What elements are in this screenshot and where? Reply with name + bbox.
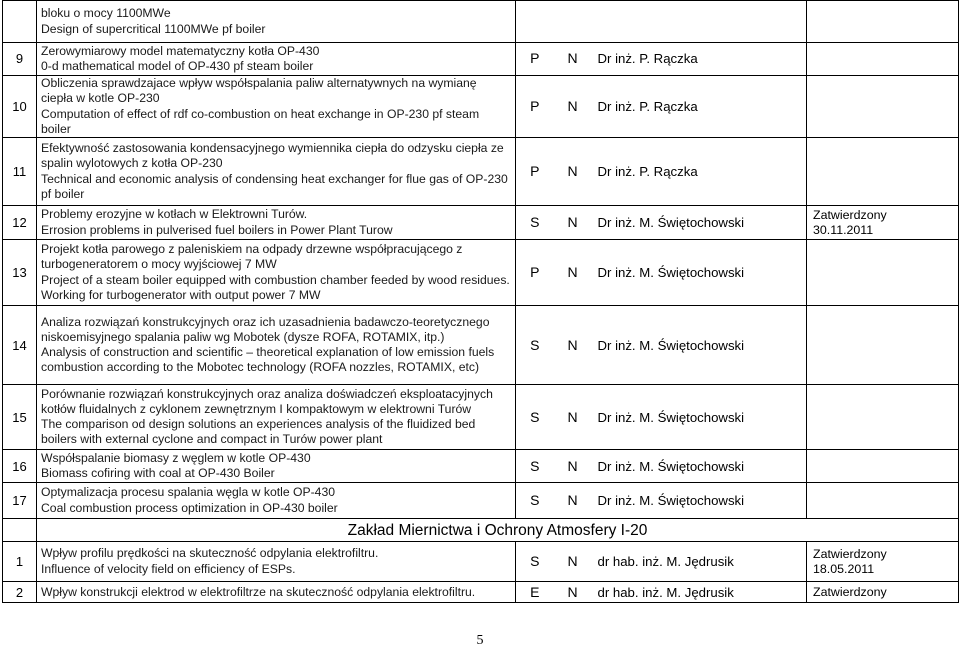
status-label: Zatwierdzony	[813, 207, 887, 222]
table-row	[3, 542, 959, 582]
row-number: 13	[3, 240, 37, 306]
supervisor: Dr inż. M. Świętochowski	[592, 240, 807, 306]
topic-title-english: Coal combustion process optimization in OP-430 boiler	[41, 500, 338, 515]
row-number: 9	[3, 43, 37, 76]
section-title: Zakład Miernictwa i Ochrony Atmosfery I-20	[37, 519, 959, 542]
approval-status	[807, 306, 959, 385]
thesis-type: S	[516, 206, 554, 240]
approval-status	[807, 582, 959, 603]
row-number: 1	[3, 542, 37, 582]
table-row	[3, 1, 959, 43]
thesis-type: S	[516, 542, 554, 582]
topic-title-polish: Obliczenia sprawdzajace wpływ współspalania paliw alternatywnych na wymianę ciepła w kotle OP-230	[41, 76, 477, 106]
section-row	[3, 519, 959, 542]
study-mode: N	[554, 450, 592, 483]
approval-status	[807, 542, 959, 582]
topic-title-polish: Wpływ profilu prędkości na skuteczność odpylania elektrofiltru.	[41, 546, 379, 561]
topic-title-polish: Efektywność zastosowania kondensacyjnego wymiennika ciepła do odzysku ciepła ze spalin wylotowych z kotła OP-230	[41, 141, 504, 171]
thesis-type: P	[516, 138, 554, 206]
study-mode	[554, 1, 592, 43]
supervisor: Dr inż. P. Rączka	[592, 76, 807, 138]
study-mode: N	[554, 206, 592, 240]
topic-title-polish: bloku o mocy 1100MWe	[41, 6, 171, 21]
topic-title-english: Errosion problems in pulverised fuel boilers in Power Plant Turow	[41, 222, 393, 237]
thesis-type: S	[516, 306, 554, 385]
study-mode: N	[554, 43, 592, 76]
approval-status	[807, 76, 959, 138]
study-mode: N	[554, 483, 592, 519]
topic-title-polish: Zerowymiarowy model matematyczny kotła OP-430	[41, 43, 320, 58]
topic-title-cell	[37, 76, 516, 138]
row-number: 16	[3, 450, 37, 483]
supervisor	[592, 1, 807, 43]
supervisor: Dr inż. M. Świętochowski	[592, 385, 807, 450]
topic-title-polish: Problemy erozyjne w kotłach w Elektrowni Turów.	[41, 207, 308, 222]
approval-status	[807, 138, 959, 206]
topic-title-english: Influence of velocity field on efficiency of ESPs.	[41, 561, 296, 576]
topic-title-polish: Wpływ konstrukcji elektrod w elektrofiltrze na skuteczność odpylania elektrofiltru.	[41, 584, 476, 599]
study-mode: N	[554, 582, 592, 603]
topic-title-cell	[37, 240, 516, 306]
thesis-type: P	[516, 43, 554, 76]
topic-title-cell	[37, 138, 516, 206]
topic-title-cell	[37, 306, 516, 385]
status-date: 30.11.2011	[813, 222, 874, 237]
thesis-type: E	[516, 582, 554, 603]
study-mode: N	[554, 306, 592, 385]
thesis-type: P	[516, 76, 554, 138]
table-row	[3, 138, 959, 206]
table-row	[3, 582, 959, 603]
row-number	[3, 1, 37, 43]
row-number: 14	[3, 306, 37, 385]
study-mode: N	[554, 138, 592, 206]
supervisor: Dr inż. M. Świętochowski	[592, 483, 807, 519]
study-mode: N	[554, 385, 592, 450]
row-number: 12	[3, 206, 37, 240]
table-row	[3, 43, 959, 76]
topic-title-polish: Optymalizacja procesu spalania węgla w kotle OP-430	[41, 485, 335, 500]
approval-status	[807, 385, 959, 450]
row-number: 15	[3, 385, 37, 450]
table-row	[3, 483, 959, 519]
topic-title-polish: Analiza rozwiązań konstrukcyjnych oraz ich uzasadnienia badawczo-teoretycznego niskoemisyjnego spalania paliw wg Mobotek (dysze ROFA, ROTAMIX, itp.)	[41, 314, 490, 344]
thesis-topics-table	[2, 0, 959, 603]
table-body	[3, 1, 959, 603]
approval-status	[807, 1, 959, 43]
row-number: 2	[3, 582, 37, 603]
approval-status	[807, 240, 959, 306]
table-row	[3, 385, 959, 450]
table-row	[3, 76, 959, 138]
topic-title-english: Computation of effect of rdf co-combustion on heat exchange in OP-230 pf steam boiler	[41, 106, 480, 136]
row-number: 17	[3, 483, 37, 519]
topic-title-cell	[37, 542, 516, 582]
study-mode: N	[554, 240, 592, 306]
table-row	[3, 206, 959, 240]
topic-title-english: 0-d mathematical model of OP-430 pf steam boiler	[41, 59, 314, 73]
thesis-type: S	[516, 450, 554, 483]
thesis-type: S	[516, 385, 554, 450]
topic-title-cell	[37, 206, 516, 240]
topic-title-english: Technical and economic analysis of condensing heat exchanger for flue gas of OP-230 pf boiler	[41, 171, 508, 201]
supervisor: Dr inż. P. Rączka	[592, 43, 807, 76]
topic-title-english: The comparison od design solutions an experiences analysis of the fluidized bed boilers with external cyclone and compact in Turów power plant	[41, 417, 476, 447]
status-label: Zatwierdzony	[813, 546, 887, 561]
topic-title-polish: Porównanie rozwiązań konstrukcyjnych oraz analiza doświadczeń eksploatacyjnych kotłów fluidalnych z cyklonem zewnętrznym I kompaktowym w elektrowni Turów	[41, 386, 493, 416]
topic-title-cell	[37, 1, 516, 43]
thesis-type: S	[516, 483, 554, 519]
topic-title-polish: Współspalanie biomasy z węglem w kotle OP-430	[41, 450, 311, 465]
supervisor: Dr inż. M. Świętochowski	[592, 306, 807, 385]
topic-title-cell	[37, 43, 516, 76]
study-mode: N	[554, 542, 592, 582]
supervisor: dr hab. inż. M. Jędrusik	[592, 582, 807, 603]
supervisor: Dr inż. M. Świętochowski	[592, 450, 807, 483]
study-mode: N	[554, 76, 592, 138]
row-number: 10	[3, 76, 37, 138]
table-row	[3, 240, 959, 306]
topic-title-cell	[37, 450, 516, 483]
section-number-cell	[3, 519, 37, 542]
supervisor: Dr inż. M. Świętochowski	[592, 206, 807, 240]
approval-status	[807, 43, 959, 76]
approval-status	[807, 483, 959, 519]
thesis-type	[516, 1, 554, 43]
topic-title-english: Project of a steam boiler equipped with combustion chamber feeded by wood residues. Working for turbogenerator with output power 7 MW	[41, 272, 510, 302]
status-label: Zatwierdzony	[813, 584, 887, 599]
topic-title-cell	[37, 483, 516, 519]
topic-title-cell	[37, 385, 516, 450]
topic-title-english: Design of supercritical 1100MWe pf boiler	[41, 21, 266, 36]
topic-title-english: Analysis of construction and scientific – theoretical explanation of low emission fuels combustion according to the Mobotec technology (ROFA nozzles, ROTAMIX, etc)	[41, 345, 495, 375]
approval-status	[807, 206, 959, 240]
topic-title-cell	[37, 582, 516, 603]
supervisor: dr hab. inż. M. Jędrusik	[592, 542, 807, 582]
status-date: 18.05.2011	[813, 561, 875, 576]
table-row	[3, 450, 959, 483]
topic-title-polish: Projekt kotła parowego z paleniskiem na odpady drzewne współpracującego z turbogeneratorem o mocy wyjściowej 7 MW	[41, 242, 463, 272]
table-row	[3, 306, 959, 385]
topic-title-english: Biomass cofiring with coal at OP-430 Boiler	[41, 466, 275, 481]
supervisor: Dr inż. P. Rączka	[592, 138, 807, 206]
page-number: 5	[476, 633, 484, 648]
approval-status	[807, 450, 959, 483]
thesis-type: P	[516, 240, 554, 306]
row-number: 11	[3, 138, 37, 206]
